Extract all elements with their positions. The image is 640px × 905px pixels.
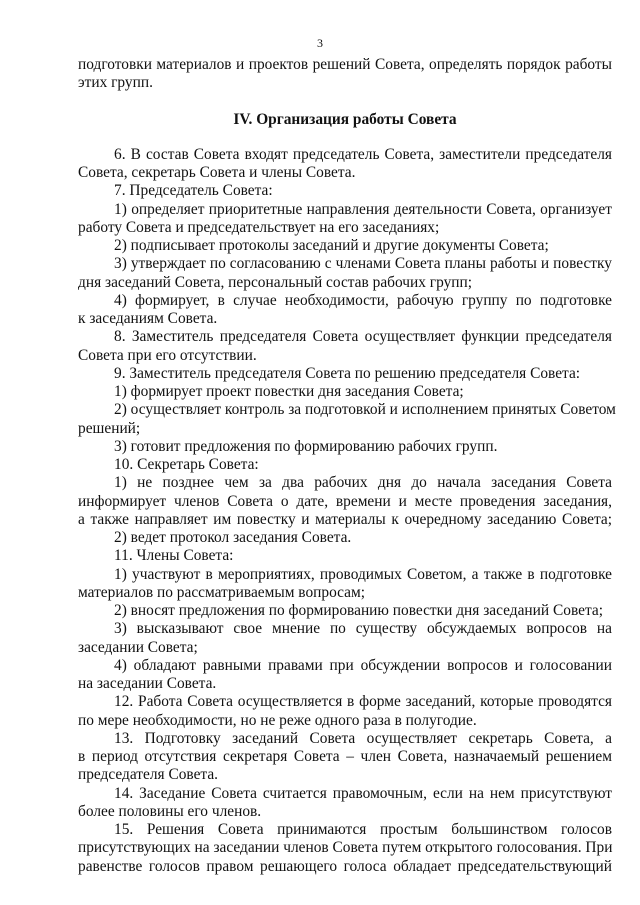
text-line: дня заседаний Совета, персональный состав рабочих групп; [78,273,473,291]
text-line: Совета, секретарь Совета и члены Совета. [78,164,356,181]
text-line: по мере необходимости, но не реже одного раза в полугодие. [78,711,477,729]
paragraph-continuation [78,56,612,93]
text-line: 1) определяет приоритетные направления деятельности Совета, организует [114,200,612,218]
text-line: 1) формирует проект повестки дня заседания Совета; [114,383,464,400]
text-line: в период отсутствия секретаря Совета – член Совета, назначаемый решением [78,748,612,765]
text-line: а также направляет им повестку и материалы к очередному заседанию Совета; [78,510,612,528]
text-line: 1) участвуют в мероприятиях, проводимых Советом, а также в подготовке [114,565,612,583]
text-line: 3) готовит предложения по формированию рабочих групп. [114,437,498,455]
text-line: 4) формирует, в случае необходимости, рабочую группу по подготовке [114,291,612,309]
text-line: 8. Заместитель председателя Совета осуществляет функции председателя [114,328,612,346]
text-line: 1) не позднее чем за два рабочих дня до начала заседания Совета [114,474,612,492]
text-line: информирует членов Совета о дате, времени и месте проведения заседания, [78,492,612,510]
text-line: 3) утверждает по согласованию с членами Совета планы работы и повестку [114,255,612,273]
text-line: 2) ведет протокол заседания Совета. [114,529,352,546]
text-line: более половины его членов. [78,802,262,820]
text-line: подготовки материалов и проектов решений Совета, определять порядок работы [78,56,612,73]
text-line: Совета при его отсутствии. [78,346,257,364]
text-line: 3) высказывают свое мнение по существу обсуждаемых вопросов на [114,620,612,638]
text-line: 13. Подготовку заседаний Совета осуществляет секретарь Совета, а [114,729,612,747]
text-line: этих групп. [78,74,153,92]
text-line: присутствующих на заседании членов Совета путем открытого голосования. При [78,839,613,857]
document-body [78,56,616,876]
text-line: 10. Секретарь Совета: [114,456,259,473]
text-line: 12. Работа Совета осуществляется в форме заседаний, которые проводятся [114,693,612,711]
section-body [78,145,616,876]
text-line: материалов по рассматриваемым вопросам; [78,583,366,601]
text-line: к заседаниям Совета. [78,310,218,327]
text-line: на заседании Совета. [78,675,217,692]
text-line: 14. Заседание Совета считается правомочным, если на нем присутствуют [114,784,612,802]
text-line: 9. Заместитель председателя Совета по решению председателя Совета: [114,364,581,382]
text-line: заседании Совета; [78,638,198,656]
text-line: решений; [78,419,141,437]
text-line: председателя Совета. [78,766,219,784]
text-line: 2) вносят предложения по формированию повестки дня заседаний Совета; [114,602,603,619]
text-line: 15. Решения Совета принимаются простым большинством голосов [114,821,612,838]
text-line: 7. Председатель Совета: [114,182,273,200]
section-heading: IV. Организация работы Совета [233,110,457,128]
page-number: 3 [317,36,323,50]
text-line: равенстве голосов правом решающего голоса обладает председательствующий [78,857,612,875]
text-line: 6. В состав Совета входят председатель Совета, заместители председателя [114,145,612,163]
text-line: 4) обладают равными правами при обсуждении вопросов и голосовании [114,656,612,674]
text-line: 2) осуществляет контроль за подготовкой и исполнением принятых Советом [114,401,616,419]
text-line: работу Совета и председательствует на его заседаниях; [78,218,440,236]
text-line: 2) подписывает протоколы заседаний и другие документы Совета; [114,237,549,254]
text-line: 11. Члены Совета: [114,547,234,565]
